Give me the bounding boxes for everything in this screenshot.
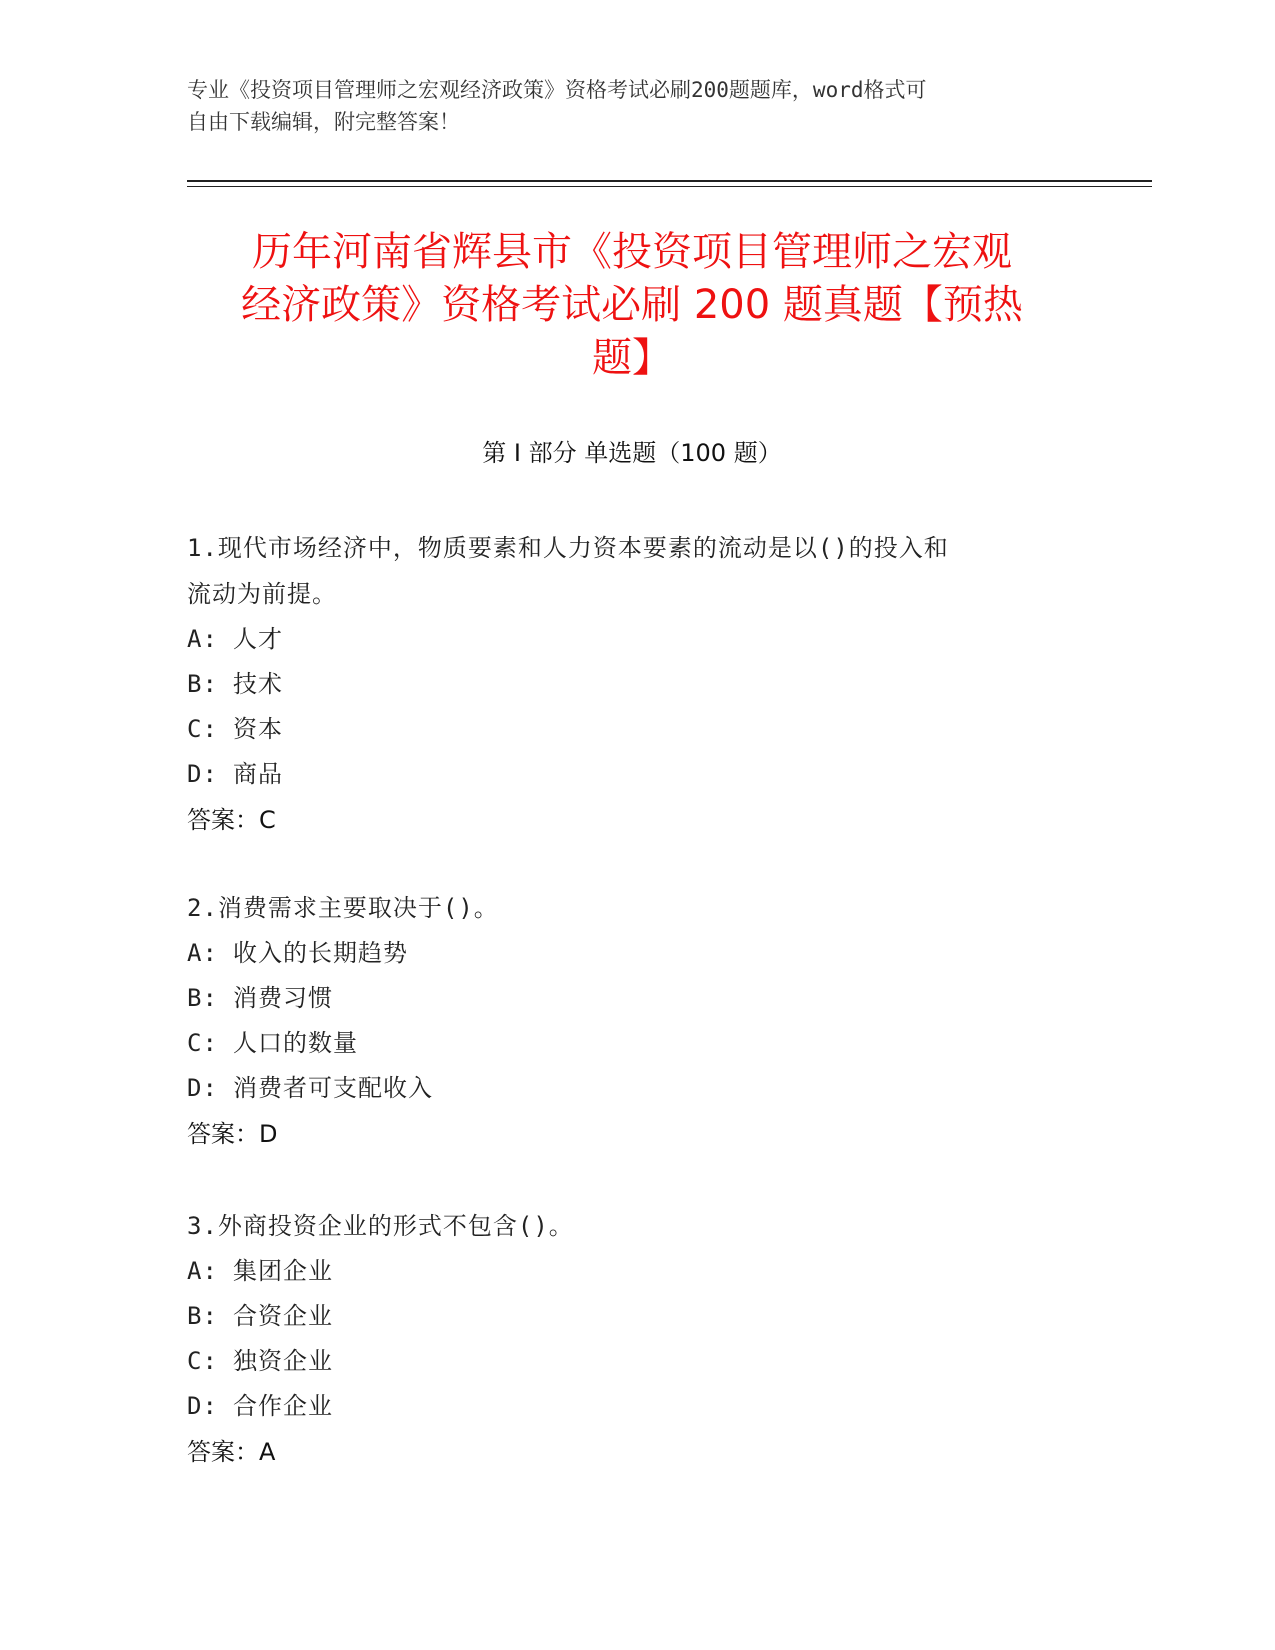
option-text: 消费者可支配收入 [233, 1074, 433, 1102]
option-text: 消费习惯 [233, 984, 333, 1012]
option-a [187, 1249, 1067, 1294]
answer: 答案：A [187, 1438, 276, 1466]
option-c [187, 1339, 1067, 1384]
question-stem-line-1: 2.消费需求主要取决于()。 [187, 894, 499, 922]
option-c [187, 1021, 1067, 1066]
option-b [187, 662, 1067, 707]
option-letter: C: [187, 1347, 218, 1375]
option-text: 商品 [233, 760, 283, 788]
option-text: 人才 [233, 625, 283, 653]
option-letter: D: [187, 760, 218, 788]
question-stem-line-1: 1.现代市场经济中，物质要素和人力资本要素的流动是以()的投入和 [187, 534, 949, 562]
option-letter: B: [187, 984, 218, 1012]
question-1 [187, 525, 1067, 843]
question-stem-line-2: 流动为前提。 [187, 580, 337, 608]
option-letter: D: [187, 1392, 218, 1420]
option-letter: B: [187, 1302, 218, 1330]
option-letter: B: [187, 670, 218, 698]
header-note [187, 74, 1087, 138]
question-stem [187, 525, 1067, 617]
option-d [187, 1384, 1067, 1429]
document-title [187, 226, 1077, 385]
option-a [187, 617, 1067, 662]
header-divider-thin [187, 186, 1152, 187]
option-c [187, 707, 1067, 752]
answer: 答案：C [187, 806, 276, 834]
option-d [187, 752, 1067, 797]
option-text: 人口的数量 [233, 1029, 358, 1057]
option-b [187, 1294, 1067, 1339]
option-letter: A: [187, 625, 218, 653]
option-letter: D: [187, 1074, 218, 1102]
document-title-line-3: 题】 [592, 335, 672, 381]
option-text: 合作企业 [233, 1392, 333, 1420]
question-stem [187, 1203, 1067, 1249]
option-letter: A: [187, 939, 218, 967]
option-text: 资本 [233, 715, 283, 743]
option-text: 技术 [233, 670, 283, 698]
option-letter: C: [187, 1029, 218, 1057]
question-2 [187, 885, 1067, 1157]
option-d [187, 1066, 1067, 1111]
header-divider-thick [187, 180, 1152, 182]
document-title-line-1: 历年河南省辉县市《投资项目管理师之宏观 [252, 229, 1012, 275]
option-a [187, 931, 1067, 976]
document-title-line-2: 经济政策》资格考试必刷 200 题真题【预热 [241, 282, 1023, 328]
question-3 [187, 1203, 1067, 1475]
section-title: 第 I 部分 单选题（100 题） [482, 439, 782, 467]
option-text: 集团企业 [233, 1257, 333, 1285]
option-letter: C: [187, 715, 218, 743]
header-note-line-1: 专业《投资项目管理师之宏观经济政策》资格考试必刷200题题库，word格式可 [187, 78, 927, 102]
option-text: 收入的长期趋势 [233, 939, 408, 967]
option-text: 独资企业 [233, 1347, 333, 1375]
option-letter: A: [187, 1257, 218, 1285]
header-note-line-2: 自由下载编辑，附完整答案！ [187, 110, 460, 134]
question-stem [187, 885, 1067, 931]
question-stem-line-1: 3.外商投资企业的形式不包含()。 [187, 1212, 574, 1240]
answer: 答案：D [187, 1120, 278, 1148]
option-text: 合资企业 [233, 1302, 333, 1330]
option-b [187, 976, 1067, 1021]
